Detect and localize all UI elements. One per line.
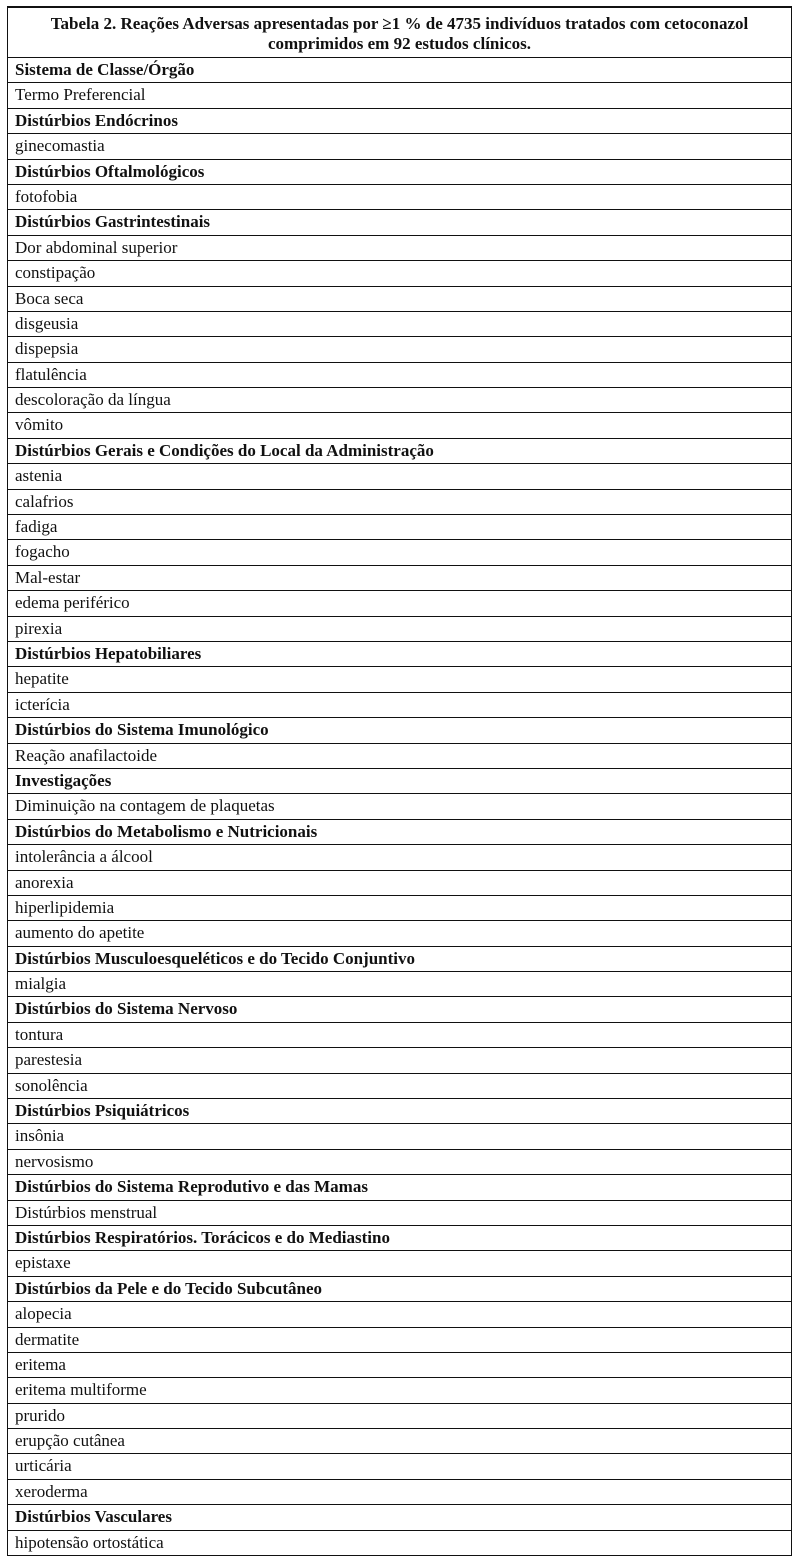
system-class-row: Distúrbios do Sistema Reprodutivo e das Mamas [8,1175,791,1200]
preferred-term-row: ginecomastia [8,134,791,159]
system-class-row: Distúrbios Vasculares [8,1505,791,1530]
system-class-row: Distúrbios Gerais e Condições do Local da Administração [8,439,791,464]
system-class-row: Distúrbios Respiratórios. Torácicos e do Mediastino [8,1226,791,1251]
system-class-row: Distúrbios Musculoesqueléticos e do Tecido Conjuntivo [8,947,791,972]
preferred-term-row: fogacho [8,540,791,565]
system-class-row: Distúrbios Endócrinos [8,109,791,134]
system-class-row: Distúrbios da Pele e do Tecido Subcutâneo [8,1277,791,1302]
preferred-term-row: astenia [8,464,791,489]
preferred-term-row: edema periférico [8,591,791,616]
preferred-term-row: flatulência [8,363,791,388]
preferred-term-row: anorexia [8,871,791,896]
preferred-term-row: sonolência [8,1074,791,1099]
preferred-term-row: disgeusia [8,312,791,337]
header-system-organ-class: Sistema de Classe/Órgão [8,58,791,83]
preferred-term-row: insônia [8,1124,791,1149]
preferred-term-row: Boca seca [8,287,791,312]
system-class-row: Distúrbios do Sistema Nervoso [8,997,791,1022]
preferred-term-row: descoloração da língua [8,388,791,413]
preferred-term-row: Reação anafilactoide [8,744,791,769]
preferred-term-row: mialgia [8,972,791,997]
table-caption: Tabela 2. Reações Adversas apresentadas por ≥1 % de 4735 indivíduos tratados com cetoconazol comprimidos em 92 estudos clínicos. [8,8,791,58]
preferred-term-row: Diminuição na contagem de plaquetas [8,794,791,819]
preferred-term-row: aumento do apetite [8,921,791,946]
preferred-term-row: dermatite [8,1328,791,1353]
system-class-row: Distúrbios do Metabolismo e Nutricionais [8,820,791,845]
system-class-row: Distúrbios Oftalmológicos [8,160,791,185]
preferred-term-row: hepatite [8,667,791,692]
header-preferred-term: Termo Preferencial [8,83,791,108]
system-class-row: Distúrbios Psiquiátricos [8,1099,791,1124]
preferred-term-row: prurido [8,1404,791,1429]
preferred-term-row: fadiga [8,515,791,540]
preferred-term-row: pirexia [8,617,791,642]
preferred-term-row: xeroderma [8,1480,791,1505]
preferred-term-row: constipação [8,261,791,286]
preferred-term-row: fotofobia [8,185,791,210]
preferred-term-row: urticária [8,1454,791,1479]
preferred-term-row: tontura [8,1023,791,1048]
system-class-row: Investigações [8,769,791,794]
preferred-term-row: hipotensão ortostática [8,1531,791,1556]
preferred-term-row: eritema multiforme [8,1378,791,1403]
preferred-term-row: Dor abdominal superior [8,236,791,261]
preferred-term-row: epistaxe [8,1251,791,1276]
preferred-term-row: icterícia [8,693,791,718]
preferred-term-row: vômito [8,413,791,438]
preferred-term-row: Distúrbios menstrual [8,1201,791,1226]
system-class-row: Distúrbios Hepatobiliares [8,642,791,667]
system-class-row: Distúrbios do Sistema Imunológico [8,718,791,743]
system-class-row: Distúrbios Gastrintestinais [8,210,791,235]
preferred-term-row: Mal-estar [8,566,791,591]
preferred-term-row: parestesia [8,1048,791,1073]
preferred-term-row: dispepsia [8,337,791,362]
preferred-term-row: alopecia [8,1302,791,1327]
preferred-term-row: intolerância a álcool [8,845,791,870]
preferred-term-row: calafrios [8,490,791,515]
adverse-reactions-table [7,6,792,1556]
preferred-term-row: hiperlipidemia [8,896,791,921]
preferred-term-row: eritema [8,1353,791,1378]
preferred-term-row: nervosismo [8,1150,791,1175]
table-body [8,109,791,1556]
preferred-term-row: erupção cutânea [8,1429,791,1454]
